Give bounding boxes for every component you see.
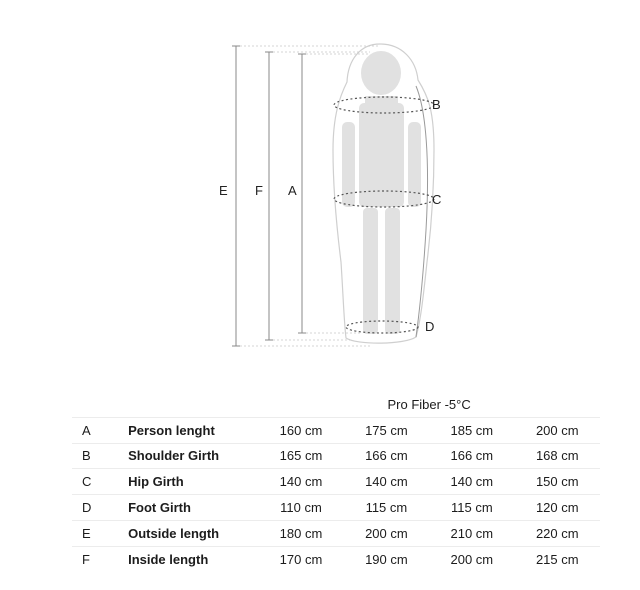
- table-row: [72, 520, 600, 546]
- row-measure-name: Foot Girth: [128, 495, 258, 521]
- size-table: [72, 392, 600, 572]
- size-value: 210 cm: [429, 520, 514, 546]
- row-letter: D: [72, 495, 128, 521]
- size-value: 160 cm: [258, 417, 343, 443]
- table-row: [72, 443, 600, 469]
- size-value: 115 cm: [429, 495, 514, 521]
- size-value: 166 cm: [429, 443, 514, 469]
- table-row: [72, 469, 600, 495]
- product-header: Pro Fiber -5°C: [387, 396, 471, 412]
- size-value: 170 cm: [258, 546, 343, 571]
- size-value: 166 cm: [344, 443, 429, 469]
- size-value: 175 cm: [344, 417, 429, 443]
- size-value: 120 cm: [515, 495, 600, 521]
- row-measure-name: Outside length: [128, 520, 258, 546]
- person-icon: [342, 51, 421, 334]
- row-letter: F: [72, 546, 128, 571]
- label-b: B: [432, 97, 441, 112]
- label-a: A: [288, 183, 297, 198]
- row-measure-name: Person lenght: [128, 417, 258, 443]
- row-measure-name: Hip Girth: [128, 469, 258, 495]
- size-value: 215 cm: [515, 546, 600, 571]
- label-c: C: [432, 192, 442, 207]
- size-value: 115 cm: [344, 495, 429, 521]
- table-row: [72, 495, 600, 521]
- row-letter: E: [72, 520, 128, 546]
- label-f: F: [255, 183, 263, 198]
- size-value: 200 cm: [429, 546, 514, 571]
- size-value: 165 cm: [258, 443, 343, 469]
- size-value: 168 cm: [515, 443, 600, 469]
- size-value: 185 cm: [429, 417, 514, 443]
- table-row: [72, 417, 600, 443]
- table-row: [72, 546, 600, 571]
- size-value: 190 cm: [344, 546, 429, 571]
- size-value: 140 cm: [344, 469, 429, 495]
- row-letter: C: [72, 469, 128, 495]
- size-value: 140 cm: [429, 469, 514, 495]
- row-letter: B: [72, 443, 128, 469]
- size-value: 220 cm: [515, 520, 600, 546]
- size-value: 200 cm: [515, 417, 600, 443]
- table-body: [72, 417, 600, 571]
- size-value: 200 cm: [344, 520, 429, 546]
- label-e: E: [219, 183, 228, 198]
- foot-girth-marker: [346, 321, 418, 333]
- table-header-row: [72, 392, 600, 417]
- row-measure-name: Inside length: [128, 546, 258, 571]
- label-d: D: [425, 319, 435, 334]
- row-letter: A: [72, 417, 128, 443]
- size-value: 150 cm: [515, 469, 600, 495]
- row-measure-name: Shoulder Girth: [128, 443, 258, 469]
- size-value: 140 cm: [258, 469, 343, 495]
- size-value: 180 cm: [258, 520, 343, 546]
- size-value: 110 cm: [258, 495, 343, 521]
